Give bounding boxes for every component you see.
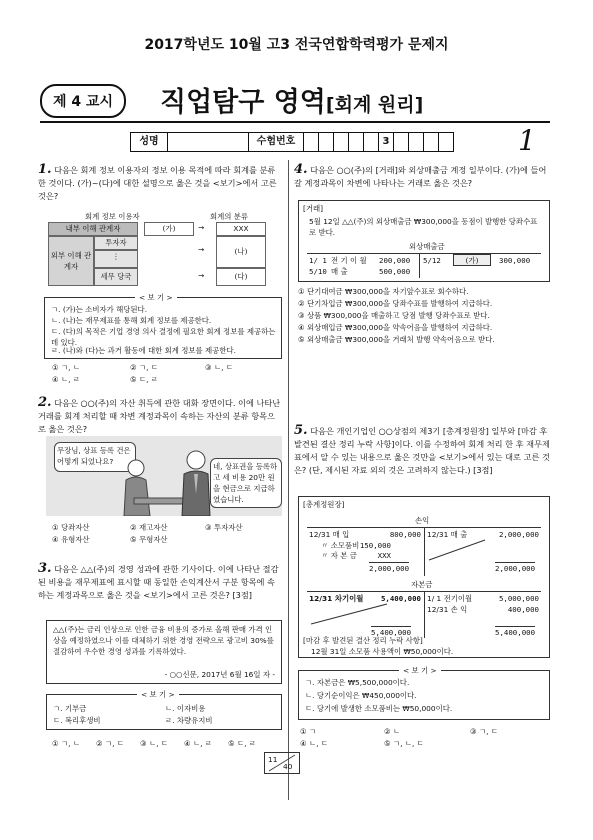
q5-omission-label: [마감 후 발견된 결산 정리 누락 사항] [303,636,423,645]
q1-xxx: XXX [216,222,266,236]
q4-choice-2[interactable]: ② 단기차입금 ₩300,000을 당좌수표를 발행하여 지급하다. [298,299,493,308]
q5-choice-1[interactable]: ① ㄱ [300,727,317,736]
q1-investor: 투자자 [94,236,138,250]
q3-source: - ○○신문, 2017년 6월 16일 자 - [164,670,275,679]
q1-bogi-3: ㄷ. (다)의 목적은 기업 경영 의사 결정에 필요한 회계 정보를 제공하는 데 있다. [51,327,276,347]
q5-pl-l3-acct: 자 본 금 [330,551,357,560]
q4-r1-amt: 200,000 [379,256,411,265]
exam-no-box-9[interactable] [424,133,439,151]
q5-cap-closing-line [307,602,423,626]
q5-cap-r2 [427,604,539,615]
page-counter [264,752,300,774]
q3-choice-3[interactable]: ③ ㄴ, ㄷ [140,739,168,748]
q1-a: (가) [144,222,194,236]
q2-choice-1[interactable]: ① 당좌자산 [52,523,90,532]
page-current: 11 [268,755,278,764]
q3-choice-5[interactable]: ⑤ ㄷ, ㄹ [228,739,256,748]
q5-pl-l-total: 2,000,000 [369,564,410,573]
q1-classification-table [48,222,278,294]
period-label: 제 4 교시 [52,94,114,110]
q5-bogi-label: < 보 기 > [399,665,441,676]
q3-choice-1[interactable]: ① ㄱ, ㄴ [52,739,80,748]
q1-bogi-label: < 보 기 > [135,292,177,303]
q1-col-user: 회계 정보 이용자 [85,212,140,221]
q3-choice-2[interactable]: ② ㄱ, ㄷ [96,739,124,748]
q1-dots: ⋮ [94,250,138,268]
q2-text: 다음은 ○○(주)의 자산 취득에 관한 대화 장면이다. 이에 나타난 거래를 회계 처리할 때 차변 계정과목이 속하는 자산의 분류 항목으로 옳은 것은? [38,398,281,434]
exam-no-box-10[interactable] [439,133,453,151]
q4-r2-acct: 매 출 [331,267,348,276]
q1-bogi-4: ㄹ. (나)와 (다)는 과거 활동에 대한 회계 정보를 제공한다. [51,346,236,355]
q5-cap-r-total: 5,400,000 [495,628,536,637]
q5-bogi-1: ㄱ. 자본금은 ₩5,500,000이다. [305,678,410,687]
q1-b: (나) [216,236,266,268]
q1-col-type: 회계의 분류 [210,212,249,221]
q5-cap-l1-date: 12/31 [309,594,333,603]
q4-text: 다음은 ○○(주)의 [거래]와 외상매출금 계정 일부이다. (가)에 들어갈 계정과목이 차변에 나타나는 거래로 옳은 것은? [294,165,547,188]
q5-pl-l2-acct: 소모품비 [330,541,360,550]
q5-cap-account [307,591,541,638]
q5-pl-l2-amt: 150,000 [359,541,391,550]
q1-bogi-box [44,293,282,359]
q4-choice-4[interactable]: ④ 외상매입금 ₩300,000을 약속어음을 발행하여 지급하다. [298,323,493,332]
q1-choice-1[interactable]: ① ㄱ, ㄴ [52,363,80,372]
q3-bogi-4: ㄹ. 차량유지비 [165,716,213,725]
q1-row-external: 외부 이해 관계자 [48,236,94,286]
q5-pl-closing-line [425,538,541,562]
q5-bogi-2: ㄴ. 당기순이익은 ₩450,000이다. [305,691,417,700]
q1-stem [38,163,282,203]
q1-number: 1. [38,162,52,177]
q5-pl-l2-date: 〃 [321,541,329,550]
q5-pl-r1-date: 12/31 [427,530,449,539]
q5-cap-l-total: 5,400,000 [371,628,412,637]
name-field[interactable] [168,133,249,151]
exam-no-box-7[interactable] [394,133,409,151]
q5-cap-r2-date: 12/31 [427,605,449,614]
exam-no-box-8[interactable] [409,133,424,151]
q2-illustration [46,436,282,516]
q3-article-box [46,620,282,684]
q3-choices [52,738,282,749]
q5-pl-l1-date: 12/31 [309,530,331,539]
q5-bogi-3: ㄷ. 당기에 발생한 소모품비는 ₩50,000이다. [305,704,453,713]
subject-sub: [회계 원리] [325,94,424,116]
q5-cap-title: 자본금 [411,580,433,589]
q5-pl-account [307,527,541,576]
q5-choice-3[interactable]: ③ ㄱ, ㄷ [470,727,498,736]
period-badge [40,84,126,118]
q1-arrow-2: → [198,245,205,254]
q2-bubble-left: 무장님, 상표 등록 건은 어떻게 되었나요? [54,442,136,472]
q5-cap-r1-acct: 전기이월 [443,594,473,603]
q1-arrow-1: → [198,223,205,232]
q5-cap-l1-acct: 차기이월 [334,594,364,603]
q4-choice-1[interactable]: ① 단기대여금 ₩300,000을 자기앞수표로 회수하다. [298,287,469,296]
subject-main: 직업탐구 영역 [160,87,326,118]
q3-bogi-1: ㄱ. 기부금 [53,704,87,713]
q4-box-label: [거래] [303,204,324,213]
exam-no-box-2[interactable] [319,133,334,151]
q5-ledger-label: [총계정원장] [303,500,345,509]
q3-article: △△(주)는 금리 인상으로 인한 금융 비용의 증가로 올해 판매 가격 인상을 예정하였으나 이를 대체하기 위한 경영 전략으로 광고비 30%를 절감하여 우수한 경영 성과를 기록하였다. [53,625,274,656]
q5-pl-l3-date: 〃 [321,551,329,560]
q5-cap-l1-amt: 5,400,000 [380,594,421,603]
q3-number: 3. [38,561,52,576]
exam-no-box-3[interactable] [334,133,349,151]
q5-text: 다음은 개인기업인 ○○상점의 제3기 [총계정원장] 일부와 [마감 후 발견된 결산 정리 누락 사항]이다. 이를 수정하여 회계 처리 한 후 재무제표에서 알 수 있는 내용으로 옳은 것만을 <보기>에서 있는 대로 고른 것은? (단, 제시된 자료 외의 것은 고려하지 않는다.) [3점] [294,426,550,475]
q4-transaction: 5월 12일 △△(주)의 외상매출금 ₩300,000을 동점이 발행한 당좌수표로 받다. [309,217,538,237]
q5-pl-l3-amt: XXX [377,551,391,560]
q2-number: 2. [38,395,52,410]
q1-bogi-2: ㄴ. (나)는 재무제표를 통해 회계 정보를 제공한다. [51,316,212,325]
q3-bogi-3: ㄷ. 복리후생비 [53,716,101,725]
q1-choice-2[interactable]: ② ㄱ, ㄷ [130,363,158,372]
q1-tax: 세무 당국 [94,268,138,286]
exam-no-box-4[interactable] [349,133,364,151]
q5-cap-r1-amt: 5,000,000 [498,594,539,603]
q1-arrow-3: → [198,271,205,280]
q5-cap-r2-acct: 손 익 [450,605,468,614]
q5-pl-l1-amt: 800,000 [389,530,421,539]
page-number: 1 [518,124,536,157]
q4-r2-date: 5/10 [309,267,327,276]
exam-no-box-5[interactable] [364,133,379,151]
q5-pl-title: 손익 [415,516,430,525]
q5-pl-r1-amt: 2,000,000 [498,530,539,539]
q2-choice-5[interactable]: ⑤ 무형자산 [130,535,168,544]
q1-bogi-1: ㄱ. (가)는 소비자가 해당된다. [51,305,148,314]
q5-bogi-box [298,666,550,720]
q3-stem [38,562,282,602]
q4-number: 4. [294,162,308,177]
q5-choice-2[interactable]: ② ㄴ [384,727,401,736]
column-divider [288,160,289,800]
q4-choice-3[interactable]: ③ 상품 ₩300,000을 매출하고 당점 발행 당좌수표로 받다. [298,311,490,320]
q5-pl-l1 [309,529,421,540]
q5-pl-l3 [321,550,421,561]
q5-cap-r1-date: 1/ 1 [427,594,442,603]
exam-no-digit: 3 [379,133,394,151]
q4-account-title: 외상매출금 [409,242,445,251]
q1-choice-4[interactable]: ④ ㄴ, ㄹ [52,375,80,384]
q5-choice-5[interactable]: ⑤ ㄱ, ㄴ, ㄷ [384,739,424,748]
q3-bogi-2: ㄴ. 이자비용 [165,704,206,713]
q1-text: 다음은 회계 정보 이용자의 정보 이용 목적에 따라 회계를 분류한 것이다. (가)~(다)에 대한 설명으로 옳은 것을 <보기>에서 고른 것은? [38,165,277,201]
q1 [38,163,282,203]
q2-choice-3[interactable]: ③ 투자자산 [205,523,243,532]
id-row [130,132,454,152]
q4-stem [294,163,550,190]
q2-people-illustration [106,446,226,516]
q5-pl-r1-acct: 매 출 [450,530,468,539]
q1-c: (다) [216,268,266,286]
q5-cap-r2-amt: 400,000 [507,605,539,614]
q4-choice-5[interactable]: ⑤ 외상매출금 ₩300,000을 거래처 발행 약속어음으로 받다. [298,335,495,344]
q5-cap-divider [424,592,425,638]
subject-title [160,80,423,119]
q4-blank-a: (가) [453,254,491,266]
q4-r2-amt: 500,000 [379,267,411,276]
name-label: 성명 [131,133,168,151]
q2-choice-2[interactable]: ② 재고자산 [130,523,168,532]
q3-bogi-label: < 보 기 > [137,689,179,700]
q4-r1-rdate: 5/12 [423,256,441,265]
q3-text: 다음은 △△(주)의 경영 성과에 관한 기사이다. 이에 나타난 절감된 비용을 재무제표에 표시할 때 동일한 손익계산서 구분 항목에 속하는 계정과목으로 옳은 것을 <보기>에서 고른 것은? [3점] [38,564,279,600]
exam-no-box-1[interactable] [304,133,319,151]
q4-t-divider [419,254,420,278]
q4-r1-acct: 전 기 이 월 [331,256,367,265]
q5-cap-r1 [427,593,539,604]
q4-t-account [307,253,541,278]
page-total: 40 [283,762,293,771]
q2-bubble-right: 네, 상표권을 등록하고 세 비용 20만 원을 현금으로 지급하였습니다. [210,458,282,508]
q3-bogi-box [46,690,282,730]
exam-no-label: 수험번호 [249,133,304,151]
q1-row-internal: 내부 이해 관계자 [48,222,138,236]
q1-choice-3[interactable]: ③ ㄴ, ㄷ [205,363,233,372]
header-rule [40,121,550,123]
q2-stem [38,396,282,436]
q4-r1-ramt: 300,000 [499,256,531,265]
q5-choice-4[interactable]: ④ ㄴ, ㄷ [300,739,328,748]
q3-choice-4[interactable]: ④ ㄴ, ㄹ [184,739,212,748]
q2-choice-4[interactable]: ④ 유형자산 [52,535,90,544]
q4-r1-date: 1/ 1 [309,256,327,265]
q5-omission: 12월 31일 소모품 사용액이 ₩50,000이다. [311,647,454,656]
q4-box [298,200,550,282]
q5-ledger-box [298,496,550,658]
q1-choice-5[interactable]: ⑤ ㄷ, ㄹ [130,375,158,384]
q5-number: 5. [294,423,308,438]
q5-pl-r-total: 2,000,000 [495,564,536,573]
exam-title: 2017학년도 10월 고3 전국연합학력평가 문제지 [144,37,449,53]
q5-pl-l1-acct: 매 입 [332,530,350,539]
q5-stem [294,424,550,477]
